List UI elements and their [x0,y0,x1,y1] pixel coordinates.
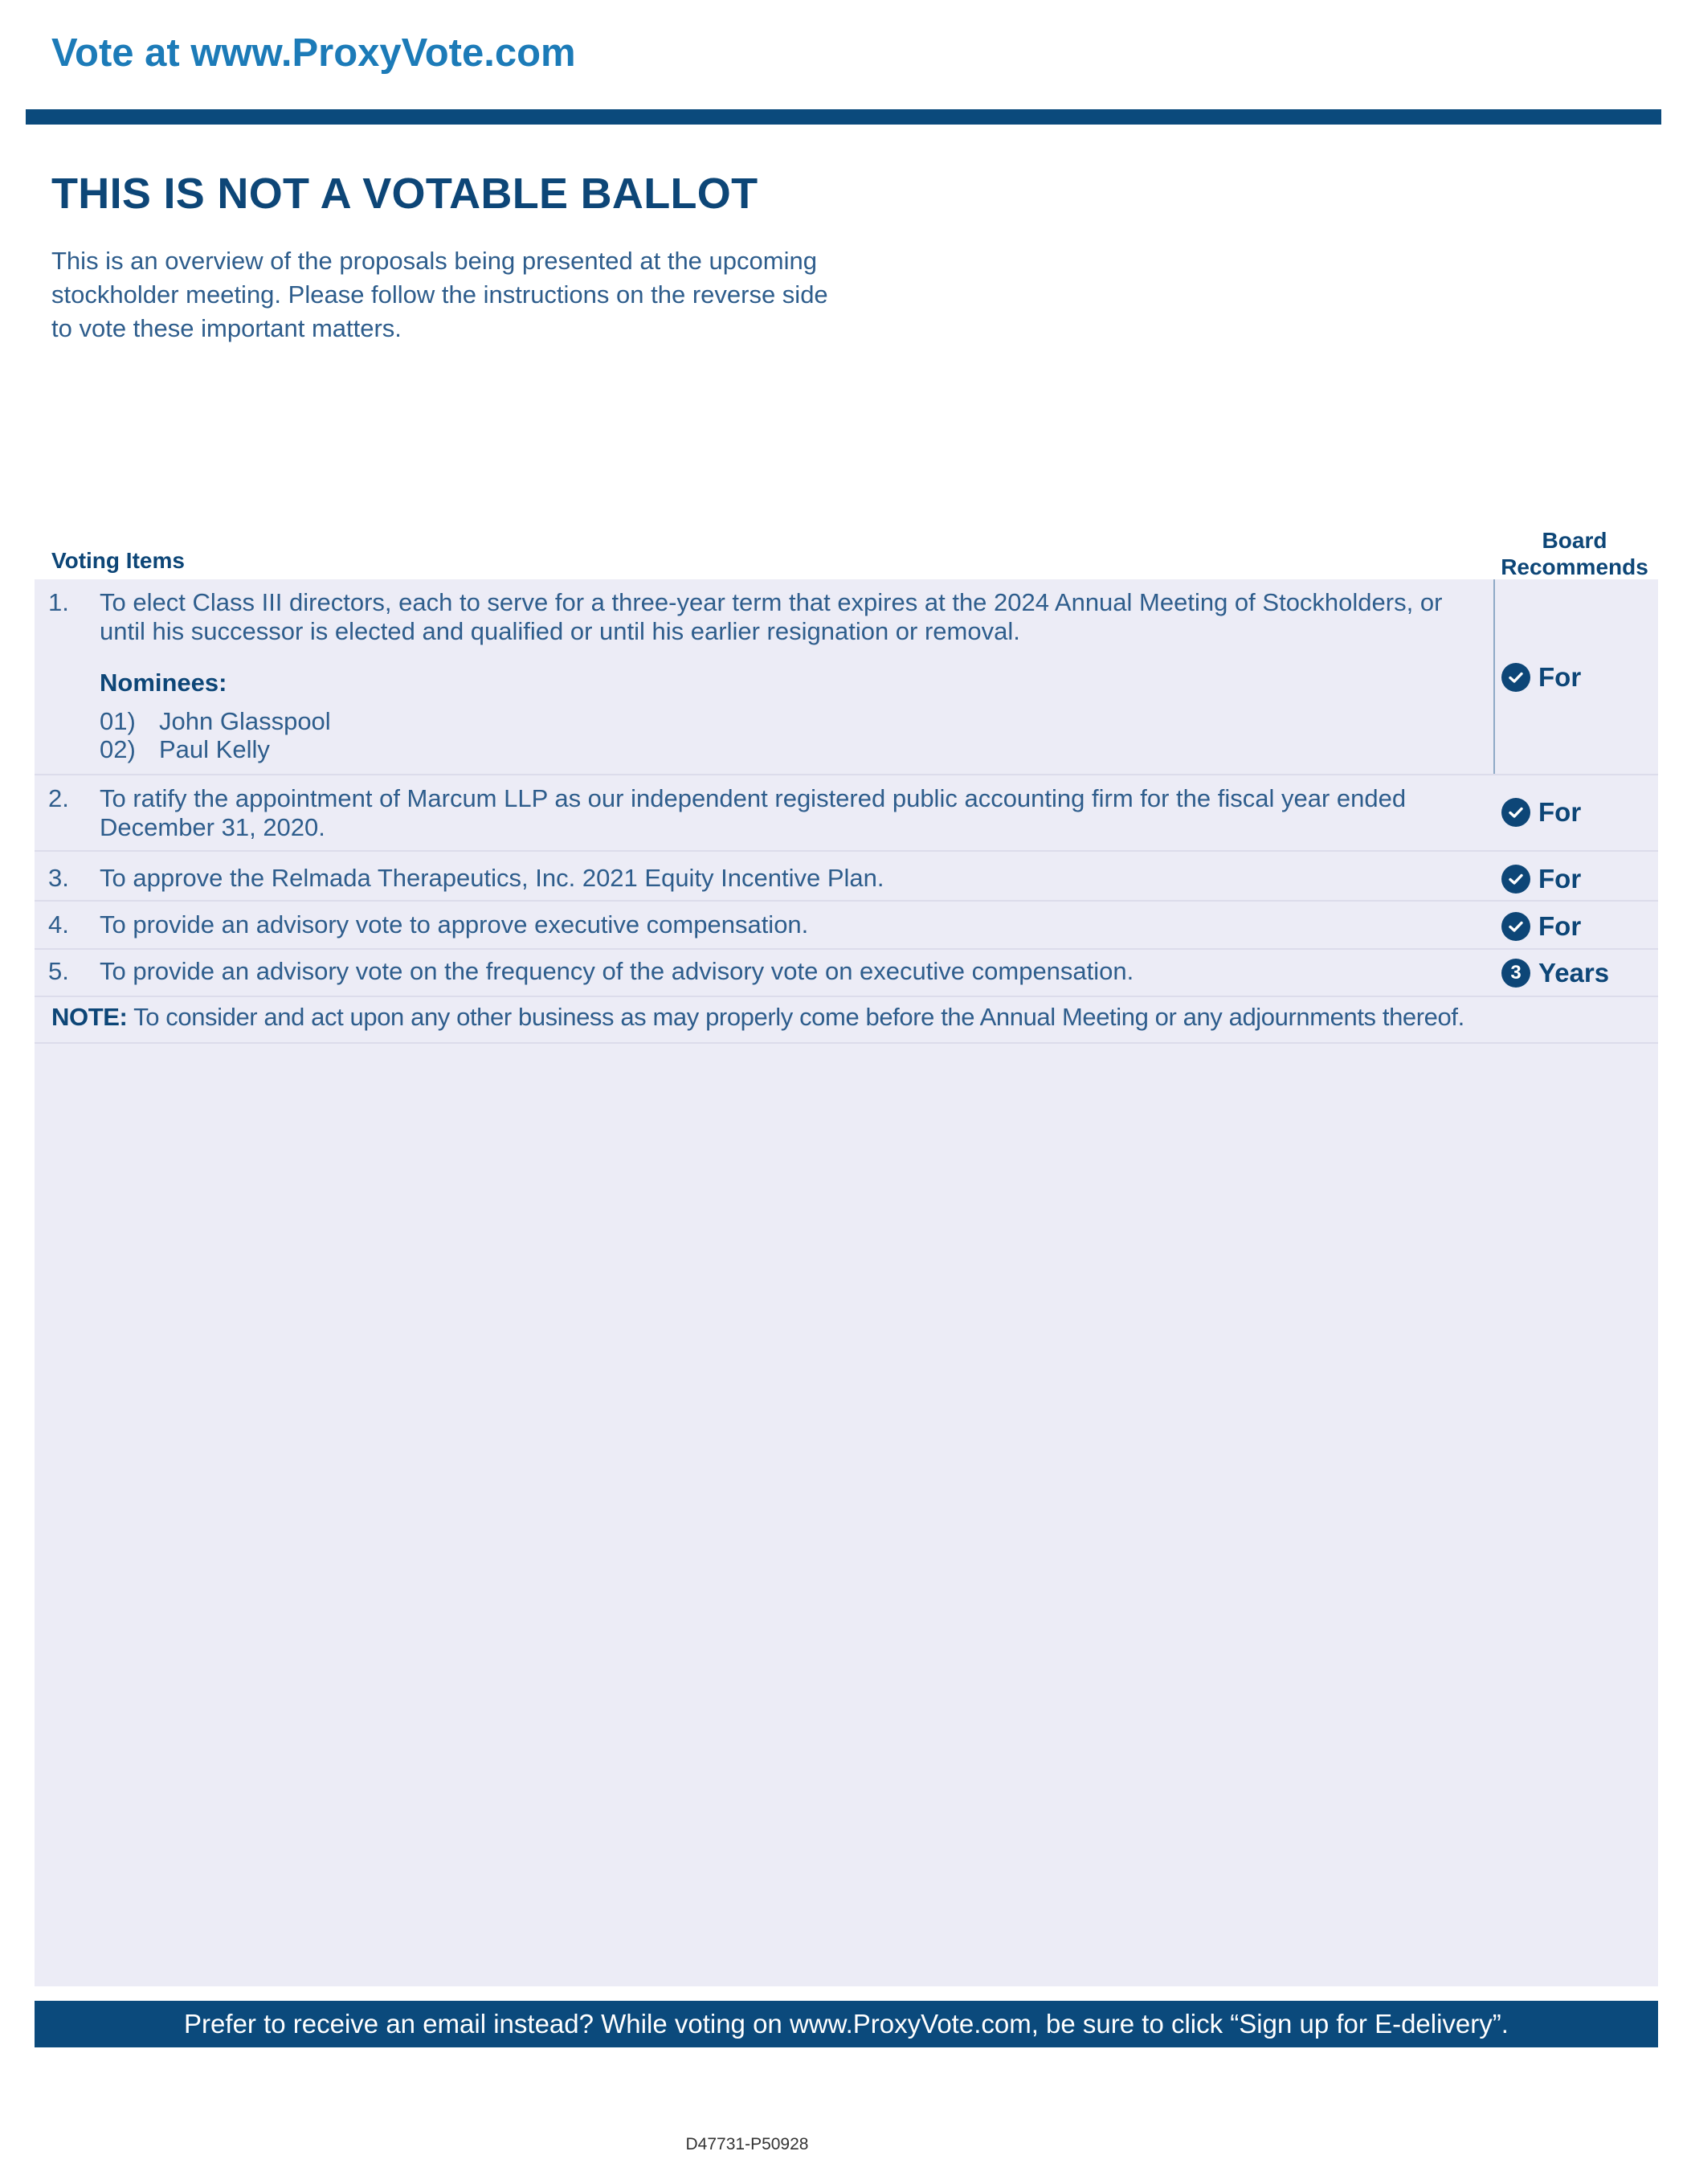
nominee-item [100,735,270,763]
board-recommends-header [1490,527,1659,580]
email-delivery-banner: Prefer to receive an email instead? While voting on www.ProxyVote.com, be sure to click “Sign up for E-delivery”. [35,2001,1658,2047]
intro-text: This is an overview of the proposals being presented at the upcoming stockholder meeting. Please follow the instructions on the reverse side to vote these important matters. [51,247,828,342]
number-three-icon: 3 [1501,959,1530,988]
check-icon [1501,865,1530,894]
item-4-number: 4. [48,910,69,939]
check-icon [1501,663,1530,692]
row-divider [35,850,1658,852]
check-icon [1501,912,1530,941]
row-divider [35,900,1658,902]
note-text [51,1003,1650,1032]
item-1-recommendation [1501,662,1581,693]
item-1-number: 1. [48,588,69,616]
recommendation-label: For [1538,797,1582,827]
item-4-text: To provide an advisory vote to approve executive compensation. [100,910,809,939]
board-recommends-line1: Board [1542,528,1607,553]
item-2-number: 2. [48,784,69,812]
item-3-recommendation [1501,864,1581,894]
item-2-text: To ratify the appointment of Marcum LLP as our independent registered public accounting firm for the fiscal year ended December 31, 2020. [100,784,1407,841]
row-divider [35,1042,1658,1044]
item-3-text: To approve the Relmada Therapeutics, Inc. 2021 Equity Incentive Plan. [100,864,884,892]
recommendation-label: For [1538,911,1582,941]
row-divider [35,774,1658,775]
voting-items-header: Voting Items [51,548,185,573]
header-divider [26,109,1661,125]
nominees-heading: Nominees: [100,669,227,697]
recommendation-column-divider [1493,579,1495,774]
recommendation-label: Years [1538,958,1610,988]
check-icon [1501,798,1530,827]
item-4-recommendation [1501,911,1581,942]
nominee-name: Paul Kelly [159,735,270,763]
document-code: D47731-P50928 [685,2135,809,2153]
row-divider [35,948,1658,950]
item-2-recommendation [1501,797,1581,828]
item-5-recommendation [1501,958,1609,988]
recommendation-label: For [1538,662,1582,692]
note-label: NOTE: [51,1003,128,1031]
row-divider [35,996,1658,997]
recommendation-label: For [1538,864,1582,894]
item-5-number: 5. [48,957,69,985]
nominee-index: 01) [100,707,136,735]
page-title: THIS IS NOT A VOTABLE BALLOT [51,170,758,218]
nominee-name: John Glasspool [159,707,331,735]
nominee-item [100,707,331,735]
item-5-text: To provide an advisory vote on the frequency of the advisory vote on executive compensation. [100,957,1134,985]
note-body: To consider and act upon any other business as may properly come before the Annual Meeting or any adjournments thereof. [133,1003,1464,1031]
item-1-text: To elect Class III directors, each to serve for a three-year term that expires at the 2024 Annual Meeting of Stockholders, or until his successor is elected and qualified or until his earlier resignation or removal. [100,588,1443,645]
proxyvote-link[interactable]: Vote at www.ProxyVote.com [51,31,576,75]
nominee-index: 02) [100,735,136,763]
item-3-number: 3. [48,864,69,892]
board-recommends-line2: Recommends [1501,554,1648,579]
